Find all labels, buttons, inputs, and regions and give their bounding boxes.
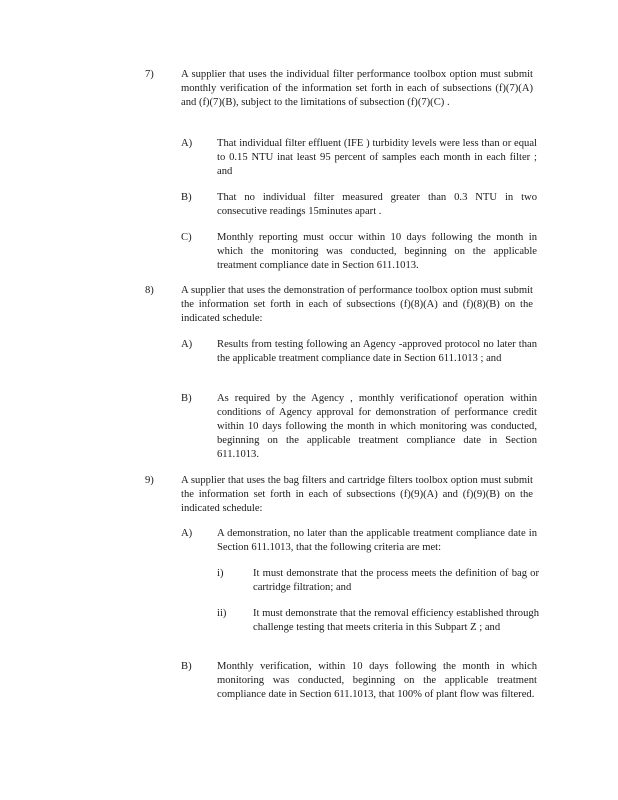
subparagraph-text: Monthly reporting must occur within 10 days following the month in which the monitoring was conducted, beginning on the applicable treatment compliance date in Section 611.1013. [217,232,537,271]
subparagraph-letter: B) [181,192,192,203]
subparagraph-text: That individual filter effluent (IFE ) turbidity levels were less than or equal to 0.15 NTU inat least 95 percent of samples each month in each filter ; and [217,138,537,177]
paragraph-text: A supplier that uses the individual filter performance toolbox option must submit monthly verification of the information set forth in each of subsections (f)(7)(A) and (f)(7)(B), subject to the limitations of subsection (f)(7)(C) . [181,69,533,108]
paragraph-text: A supplier that uses the bag filters and cartridge filters toolbox option must submit the information set forth in each of subsections (f)(9)(A) and (f)(9)(B) on the indicated schedule: [181,475,533,514]
subparagraph-letter: B) [181,393,192,404]
clause-text: It must demonstrate that the process meets the definition of bag or cartridge filtration; and [253,568,539,593]
subparagraph-letter: B) [181,661,192,672]
subparagraph-letter: A) [181,528,193,539]
clause-text: It must demonstrate that the removal efficiency established through challenge testing that meets criteria in this Subpart Z ; and [253,608,539,633]
paragraph-number: 8) [145,285,154,296]
subparagraph-letter: A) [181,138,193,149]
subparagraph-text: Monthly verification, within 10 days following the month in which monitoring was conducted, beginning on the applicable treatment compliance date in Section 611.1013, that 100% of plant flow was filtered. [217,661,537,700]
subparagraph-text: That no individual filter measured greater than 0.3 NTU in two consecutive readings 15minutes apart . [217,192,537,217]
clause-numeral: ii) [217,608,227,619]
subparagraph-text: A demonstration, no later than the applicable treatment compliance date in Section 611.1013, that the following criteria are met: [217,528,537,553]
subparagraph-letter: C) [181,232,192,243]
subparagraph-text: As required by the Agency , monthly verificationof operation within conditions of Agency approval for demonstration of performance credit within 10 days following the month in which monitoring was conducted, beginning on the applicable treatment compliance date in Section 611.1013. [217,393,537,460]
subparagraph-text: Results from testing following an Agency -approved protocol no later than the applicable treatment compliance date in Section 611.1013 ; and [217,339,537,364]
clause-numeral: i) [217,568,224,579]
paragraph-number: 7) [145,69,154,80]
paragraph-number: 9) [145,475,154,486]
subparagraph-letter: A) [181,339,193,350]
paragraph-text: A supplier that uses the demonstration of performance toolbox option must submit the information set forth in each of subsections (f)(8)(A) and (f)(8)(B) on the indicated schedule: [181,285,533,324]
